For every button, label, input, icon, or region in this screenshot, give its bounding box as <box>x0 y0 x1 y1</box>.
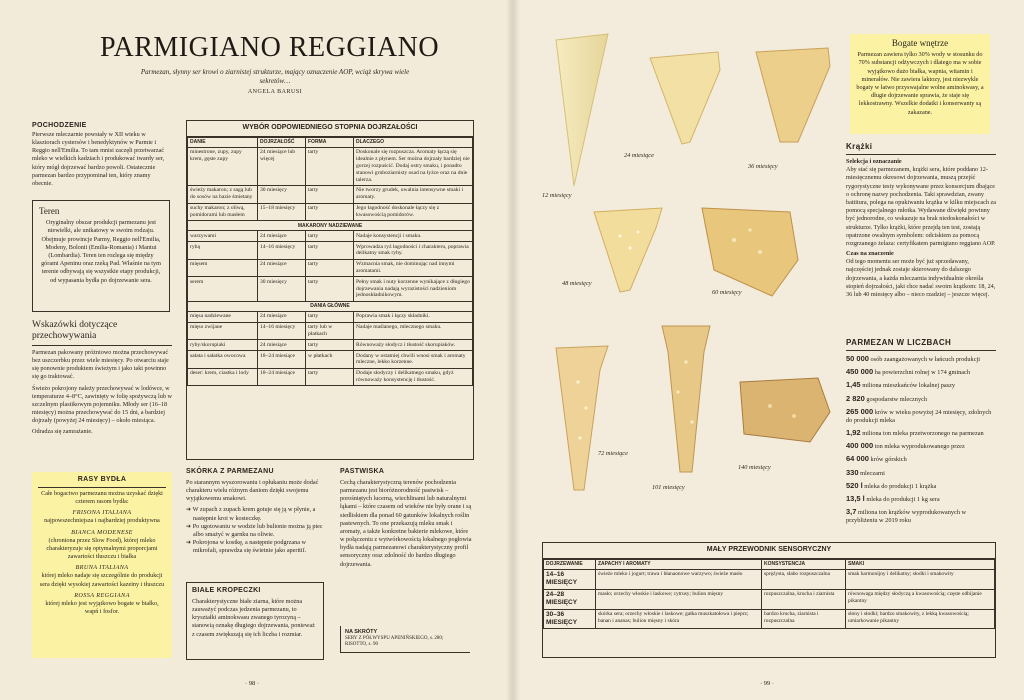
table-cell: Wzmacnia smak, nie dominując nad innymi aromatami. <box>354 259 473 277</box>
wskazowki-p3: Odradza się zamrażanie. <box>32 428 93 436</box>
liczby-num: 2 820 <box>846 393 865 403</box>
page-number-left: · 98 · <box>245 680 260 687</box>
table-section-header <box>188 221 473 231</box>
table-row <box>544 569 995 589</box>
liczby-item <box>846 507 996 525</box>
col-header: DANIE <box>188 137 258 147</box>
skroty-text: SERY Z PÓŁWYSPU APENIŃSKIEGO, s. 280; RISOTTO, s. 90 <box>345 635 444 648</box>
liczby-item <box>846 468 996 478</box>
teren-box <box>32 200 170 312</box>
cheese-101-image <box>656 322 716 476</box>
table-row <box>188 203 473 221</box>
skorka-item: ➔ W zupach z zupach krem gotuje się ją w płynie, a następnie kroi w kosteczkę. <box>186 506 316 522</box>
cheese-24-label: 24 miesiące <box>624 152 654 159</box>
biale-heading: BIAŁE KROPECZKI <box>192 587 261 594</box>
page-number-right: · 99 · <box>760 680 775 687</box>
liczby-text: mleka do produkcji 1 kg sera <box>866 495 940 503</box>
rasy-item <box>38 509 166 525</box>
biale-box <box>186 582 324 660</box>
table-cell: 30–36 MIESIĘCY <box>544 609 596 629</box>
table-cell: Doskonale się rozpuszcza. Aromaty łączą się idealnie z płynem. Ser można dojrzały bardziej nie gorzej rozpuścić. Dodaj ostry smaku, i ponadto stanowi gruboziarnisty osad na łyżce oraz na dnie talerza. <box>354 147 473 185</box>
liczby-text: mleka do produkcji 1 krążka <box>864 482 937 490</box>
table-header-row <box>188 137 473 147</box>
table-cell: tarty <box>306 203 354 221</box>
section-wskazowki <box>32 320 172 437</box>
section-kraski <box>846 142 996 299</box>
rasa-desc: najpowszechniejsza i najbardziej produktywna <box>44 517 160 525</box>
table-cell: deser: krem, ciastka i lody <box>188 368 258 386</box>
liczby-num: 13,5 l <box>846 493 865 503</box>
table-cell: 24 miesiące <box>258 311 306 322</box>
table-row <box>188 368 473 386</box>
col-header: SMAKI <box>846 559 995 569</box>
lead-text: Parmezan, słynny ser krowi o ziarnistej strukturze, mający oznaczenie AOP, wciąż skrywa wiele sekretów… <box>140 68 410 86</box>
kraski-sub1: Selekcja i oznaczanie <box>846 158 902 165</box>
table-cell: Dodaje słodyczy i delikatnego smaku, gdyż równoważy konsystencję i tłustość. <box>354 368 473 386</box>
section-name: DANIA GŁÓWNE <box>188 301 473 311</box>
table-row <box>188 259 473 277</box>
cheese-101-label: 101 miesięcy <box>652 484 685 491</box>
skorka-item: ➔ Po ugotowaniu w wodzie lub bulionie można ją piec albo smażyć w garnku na oliwie. <box>186 522 323 538</box>
liczby-text: miliona ton krążków wyprodukowanych w przybliżeniu w 2019 roku <box>846 509 967 525</box>
table-cell: 14–16 MIESIĘCY <box>544 569 596 589</box>
table-cell: Nadaje konsystencji i smaku. <box>354 231 473 242</box>
section-pochodzenie <box>32 122 172 188</box>
table-row <box>188 322 473 340</box>
rasa-desc: której mleko nadaje się szczególnie do produkcji sera dzięki wysokiej zawartości kazeiny i tłuszczu <box>39 572 165 588</box>
biale-text: Charakterystyczne białe ziarna, które można zauważyć podczas jedzenia parmezanu, to kryształki aminokwasu zwanego tyrozyną – stanowią oznakę długiego dojrzewania, ponieważ z czasem zwiększają się ich liczba i rozmiar. <box>192 597 315 638</box>
liczby-item <box>846 407 996 425</box>
maturity-table <box>186 120 474 460</box>
liczby-item <box>846 428 996 438</box>
table-header-row <box>544 559 995 569</box>
bogate-heading: Bogate wnętrze <box>891 38 949 48</box>
pastwiska-text: Cechą charakterystyczną terenów pochodzenia parmezanu jest bioróżnorodność pastwisk – porośniętych lucerną, wiechlinami lub naturalnymi łąkami – które czasem od wieków nie były orane i są siedliskiem dla ponad 60 gatunków lokalnych roślin pastewnych. To one przekazują mleku smak i aromaty, a także konkretne bakterie mlekowe, które w połączeniu z wytwórkowością lokalnego pogłowia bydła nadają parmezanowi charakterystyczny profil sensoryczny oraz zdolność do bardzo długiego dojrzewania. <box>340 478 472 568</box>
skorka-item-text: Pokrojona w kostkę, a następnie podgrzana w mikrofali, sprawdza się świetnie jako aperitif. <box>192 539 307 555</box>
liczby-item <box>846 367 996 377</box>
table-cell: Nie tworzy grudek, uwalnia intensywne smaki i aromaty. <box>354 185 473 203</box>
cheese-12-label: 12 miesięcy <box>542 192 572 199</box>
table-cell: słony i słodki; bardzo smakowity, z lekką kwasowością; umiarkowanie pikantny <box>846 609 995 629</box>
table-cell: mięsa nadziewane <box>188 311 258 322</box>
table-cell: smak harmonijny i delikatny; słodki i smakowity <box>846 569 995 589</box>
table-cell: tarty <box>306 242 354 260</box>
table-cell: 24 miesiące <box>258 340 306 351</box>
teren-text: Oryginalny obszar produkcji parmezanu jest niewielki, ale unikatowy w swoim rodzaju. Obejmuje prowincje Parmy, Reggio nell'Emilia, Modeny, Bolonii (Emilia-Romania) i Mantui (Lombardia). Teren ten rozlega się między górami Apeninu oraz rzeką Pad. Właśnie na tym terenie odbywają się wszystkie etapy produkcji, od wypasania bydła po dojrzewanie sera. <box>41 219 161 284</box>
table-section-header <box>188 301 473 311</box>
kraski-p1: Aby stać się parmezanem, krążki sera, które poddano 12-miesięcznemu okresowi dojrzewania, muszą przejść rygorystyczne testy wykonywane przez konsorcjum dbające o ochronę nazwy pochodzenia. Taki sprawdzian, zwany battitura, polega na opukiwaniu krążka w kilku miejscach za pomocą specjalnego młotka. Wydawane dźwięki powinny być jednorodne, co wskazuje na brak niedoskonałości w strukturze. Tylko krążki, które przejdą ten test, zostają opatrzone owalnym symbolem: odciskiem za pomocą rozgrzanego żelaza: certyfikatem parmigiano reggiano AOP. <box>846 166 996 247</box>
liczby-text: ha powierzchni rolnej w 174 gminach <box>874 369 971 377</box>
kraski-sub2: Czas na znaczenie <box>846 250 894 258</box>
liczby-item <box>846 380 996 390</box>
table-cell: 24–28 MIESIĘCY <box>544 589 596 609</box>
table-cell: 24 miesiące lub więcej <box>258 147 306 185</box>
right-page <box>512 0 1024 700</box>
table-cell: równowaga między słodyczą a kwasowością; częste odbijanie pikantny <box>846 589 995 609</box>
table-cell: Wprowadza ryż łagodności i charakteru, poprawia delikatny smak ryby. <box>354 242 473 260</box>
liczby-num: 520 l <box>846 480 863 490</box>
table-cell: tarty <box>306 340 354 351</box>
table-cell: ryby/skorupiaki <box>188 340 258 351</box>
cheese-72-label: 72 miesiące <box>598 450 628 457</box>
skorka-item-text: Po ugotowaniu w wodzie lub bulionie można ją piec albo smażyć w garnku na oliwie. <box>192 522 323 538</box>
table-cell: w płatkach <box>306 351 354 369</box>
rasy-heading: RASY BYDŁA <box>38 476 166 488</box>
pochodzenie-text: Pierwsze mleczarnie powstały w XII wieku w klasztorach cystersów i benedyktynów w Parmie i Reggio nell'Emilia. To tam mnisi zaczęli przetwarzać mleko w wielkich kadziach i produkować twardy ser, który mógł dojrzewać bardzo powoli. Ostatecznie parmezan bardzo przypominał ten, który znamy obecnie. <box>32 130 165 187</box>
table-cell: tarty <box>306 231 354 242</box>
table-cell: tarty <box>306 147 354 185</box>
table-cell: świeży makaron; z sagą lub do sosów na bazie śmietany <box>188 185 258 203</box>
pochodzenie-heading: POCHODZENIE <box>32 122 87 129</box>
cheese-60-image <box>694 200 800 306</box>
liczby-text: gospodarstw mlecznych <box>866 395 928 403</box>
col-header: FORMA <box>306 137 354 147</box>
liczby-num: 64 000 <box>846 454 869 464</box>
liczby-text: mleczarni <box>860 469 885 477</box>
kraski-p2: Od tego momentu ser może być już sprzedawany, najczęściej jednak zostaje skierowany do dalszego dojrzewania, a każda mleczarnia indywidualnie określa stopień dojrzałości, jaki chce nadać swoim krążkom: 18, 24, 36 lub 40 miesięcy albo – nieco rzadziej – jeszcze więcej. <box>846 258 996 298</box>
liczby-num: 330 <box>846 467 859 477</box>
rasa-name: ROSSA REGGIANA <box>74 591 130 599</box>
table-cell: warzywami <box>188 231 258 242</box>
table-cell: bardzo krucha, ziarnista i rozpuszczalna <box>762 609 846 629</box>
liczby-item <box>846 441 996 451</box>
table-row <box>544 589 995 609</box>
wskazowki-p2: Świeżo pokrojony należy przechowywać w lodówce, w temperaturze 4–8°C, zawinięty w folię spożywczą lub w szczelnym plastikowym pojemniku. Młody ser (16–18 miesięcy) można przechowywać do 15 dni, a bardziej dojrzały (powyżej 24 miesięcy) – około miesiąca. <box>32 384 172 425</box>
liczby-num: 1,92 <box>846 428 861 438</box>
table-cell: minestrone, zupy, zupy krem, gęste zupy <box>188 147 258 185</box>
pastwiska-heading: PASTWISKA <box>340 468 385 475</box>
skroty-heading: NA SKRÓTY <box>345 629 378 635</box>
table-cell: tarty <box>306 185 354 203</box>
table-cell: rozpuszczalna, krucha i ziarnista <box>762 589 846 609</box>
table-cell: rybą <box>188 242 258 260</box>
kraski-heading: Krążki <box>846 142 996 155</box>
liczby-text: miliona ton mleka przetworzonego na parmezan <box>862 430 984 438</box>
table-cell: Pełny smak i nuty korzenne wynikające z długiego dojrzewania nadają wyrazistości nadzieniom jednoskładnikowym. <box>354 277 473 301</box>
liczby-text: ton mleka wyprodukowanego przez <box>874 443 965 451</box>
cheese-36-image <box>750 46 834 146</box>
liczby-num: 1,45 <box>846 380 861 390</box>
rasy-item <box>38 592 166 617</box>
rasy-item <box>38 529 166 562</box>
table-cell: tarty <box>306 259 354 277</box>
liczby-item <box>846 394 996 404</box>
table-row <box>544 609 995 629</box>
table-cell: Jego łagodność doskonale łączy się z kwasowością pomidorów. <box>354 203 473 221</box>
skorka-item-text: W zupach z zupach krem gotuje się ją w płynie, a następnie kroi w kosteczkę. <box>192 506 316 522</box>
cheese-60-label: 60 miesięcy <box>712 289 742 296</box>
table-cell: skórka sera; orzechy włoskie i laskowe; gałka muszkatołowa i pieprz; banan i ananas; bulion mięsny i skóra <box>596 609 762 629</box>
skorka-heading: SKÓRKA Z PARMEZANU <box>186 468 274 475</box>
rasa-desc: (chroniona przez Slow Food), której mleko charakteryzuje się optymalnymi proporcjami zawartości tłuszczu i białka <box>46 536 158 561</box>
col-header: DOJRZEWANIE <box>544 559 596 569</box>
section-liczby <box>846 338 996 528</box>
section-name: MAKARONY NADZIEWANE <box>188 221 473 231</box>
col-header: ZAPACHY I AROMATY <box>596 559 762 569</box>
table-cell: tarty <box>306 311 354 322</box>
table-cell: Równoważy słodycz i tłustość skorupiaków. <box>354 340 473 351</box>
liczby-text: osób zaangażowanych w łańcuch produkcji <box>870 356 980 363</box>
cheese-140-label: 140 miesięcy <box>738 464 771 471</box>
section-skorka <box>186 468 324 555</box>
sensory-table-title: MAŁY PRZEWODNIK SENSORYCZNY <box>543 543 995 559</box>
liczby-heading: PARMEZAN W LICZBACH <box>846 338 996 351</box>
liczby-num: 450 000 <box>846 367 874 377</box>
bogate-box <box>850 34 990 134</box>
table-cell: 14–16 miesięcy <box>258 322 306 340</box>
table-cell: Poprawia smak i łączy składniki. <box>354 311 473 322</box>
rasy-item <box>38 564 166 589</box>
table-row <box>188 185 473 203</box>
table-cell: 30 miesięcy <box>258 185 306 203</box>
cheese-48-image <box>590 202 666 294</box>
col-header: DLACZEGO <box>354 137 473 147</box>
table-cell: masło; orzechy włoskie i laskowe; cytrusy; bulion mięsny <box>596 589 762 609</box>
author-name: ANGELA BARUSI <box>247 89 303 95</box>
rasa-name: BIANCA MODENESE <box>71 528 133 536</box>
liczby-item <box>846 354 996 364</box>
rasy-box <box>32 472 172 658</box>
skorka-intro: Po starannym wyszorowaniu i opłukaniu może dodać charakteru wielu różnym daniom dzięki swojemu wyjątkowemu smakowi. <box>186 478 319 503</box>
col-header: KONSYSTENCJA <box>762 559 846 569</box>
table-cell: 14–16 miesięcy <box>258 242 306 260</box>
wskazowki-heading: Wskazówki dotyczące przechowywania <box>32 320 172 346</box>
table-cell: 15–18 miesięcy <box>258 203 306 221</box>
table-cell: mięsem <box>188 259 258 277</box>
cheese-36-label: 36 miesięcy <box>748 163 778 170</box>
liczby-item <box>846 494 996 504</box>
table-cell: suchy makaron; z oliwą, pomidorami lub masłem <box>188 203 258 221</box>
liczby-num: 50 000 <box>846 354 869 363</box>
col-header: DOJRZAŁOŚĆ <box>258 137 306 147</box>
table-cell: 18–24 miesiące <box>258 351 306 369</box>
sensory-table <box>542 542 996 658</box>
table-cell: 24 miesiące <box>258 259 306 277</box>
table-cell: mięso zwijane <box>188 322 258 340</box>
rasa-name: FRISONA ITALIANA <box>72 509 132 517</box>
rasy-intro: Całe bogactwo parmezanu można uzyskać dzięki czterem rasom bydła: <box>41 489 163 505</box>
rasa-name: BRUNA ITALIANA <box>75 564 129 572</box>
cheese-140-image <box>730 372 834 448</box>
table-cell: 24 miesiące <box>258 231 306 242</box>
table-cell: tarty <box>306 277 354 301</box>
table-cell: Dodany w ostatniej chwili wnosi smak i aromaty mleczne, lekko korzenne. <box>354 351 473 369</box>
liczby-text: krów w wieku powyżej 24 miesięcy, zdolnych do produkcji mleka <box>846 408 992 424</box>
table-cell: sałata i sałatka owocowa <box>188 351 258 369</box>
table-cell: 30 miesięcy <box>258 277 306 301</box>
teren-heading: Teren <box>39 206 60 216</box>
cheese-48-label: 48 miesięcy <box>562 280 592 287</box>
liczby-text: miliona mieszkańców lokalnej paszy <box>862 382 956 390</box>
wskazowki-p1: Parmezan pakowany próżniowo można przechowywać bez uszczerbku przez wiele miesięcy. Po otwarciu staje się ponownie produktem świeżym i jako taki powinno się go traktować. <box>32 348 169 381</box>
liczby-num: 265 000 <box>846 406 874 416</box>
liczby-text: krów górskich <box>870 456 907 464</box>
liczby-item <box>846 481 996 491</box>
liczby-num: 3,7 <box>846 507 857 517</box>
table-row <box>188 231 473 242</box>
table-cell: tarty <box>306 368 354 386</box>
cheese-24-image <box>646 48 724 146</box>
liczby-num: 400 000 <box>846 441 874 451</box>
table-cell: świeże mleko i jogurt; trawa i błanaonowe warzywo; świeże masło <box>596 569 762 589</box>
bogate-text: Parmezan zawiera tylko 30% wody w stosunku do 70% substancji odżywczych i dlatego ma w sobie wyjątkowo dużo białka, wapnia, witamin i minerałów. Nie zawiera laktozy, jest niezwykle bogaty w łatwo przyswajalne wolne aminokwasy, a długie dojrzewanie sprawia, że staje się lekkostrawny. Wszelkie dodatki i konserwanty są zakazane. <box>856 51 984 116</box>
skroty-box <box>340 626 470 653</box>
table-cell: Nadaje maślanego, mlecznego smaku. <box>354 322 473 340</box>
table-cell: 18–24 miesiące <box>258 368 306 386</box>
maturity-table-title: WYBÓR ODPOWIEDNIEGO STOPNIA DOJRZAŁOŚCI <box>187 121 473 137</box>
rasa-desc: której mleko jest wyjątkowo bogate w białko, wapń i fosfor. <box>45 600 159 616</box>
cheese-72-image <box>552 342 612 494</box>
table-row <box>188 277 473 301</box>
table-cell: sprężysta, słabo rozpuszczalna <box>762 569 846 589</box>
skorka-item: ➔ Pokrojona w kostkę, a następnie podgrzana w mikrofali, sprawdza się świetnie jako aperitif. <box>186 539 307 555</box>
table-row <box>188 242 473 260</box>
table-row <box>188 311 473 322</box>
table-cell: tarty lub w płatkach <box>306 322 354 340</box>
liczby-item <box>846 454 996 464</box>
table-cell: serem <box>188 277 258 301</box>
table-row <box>188 351 473 369</box>
section-pastwiska <box>340 468 474 569</box>
book-gutter <box>506 0 520 700</box>
page-title: PARMIGIANO REGGIANO <box>100 32 440 63</box>
table-row <box>188 147 473 185</box>
table-row <box>188 340 473 351</box>
cheese-12-image <box>552 30 612 190</box>
